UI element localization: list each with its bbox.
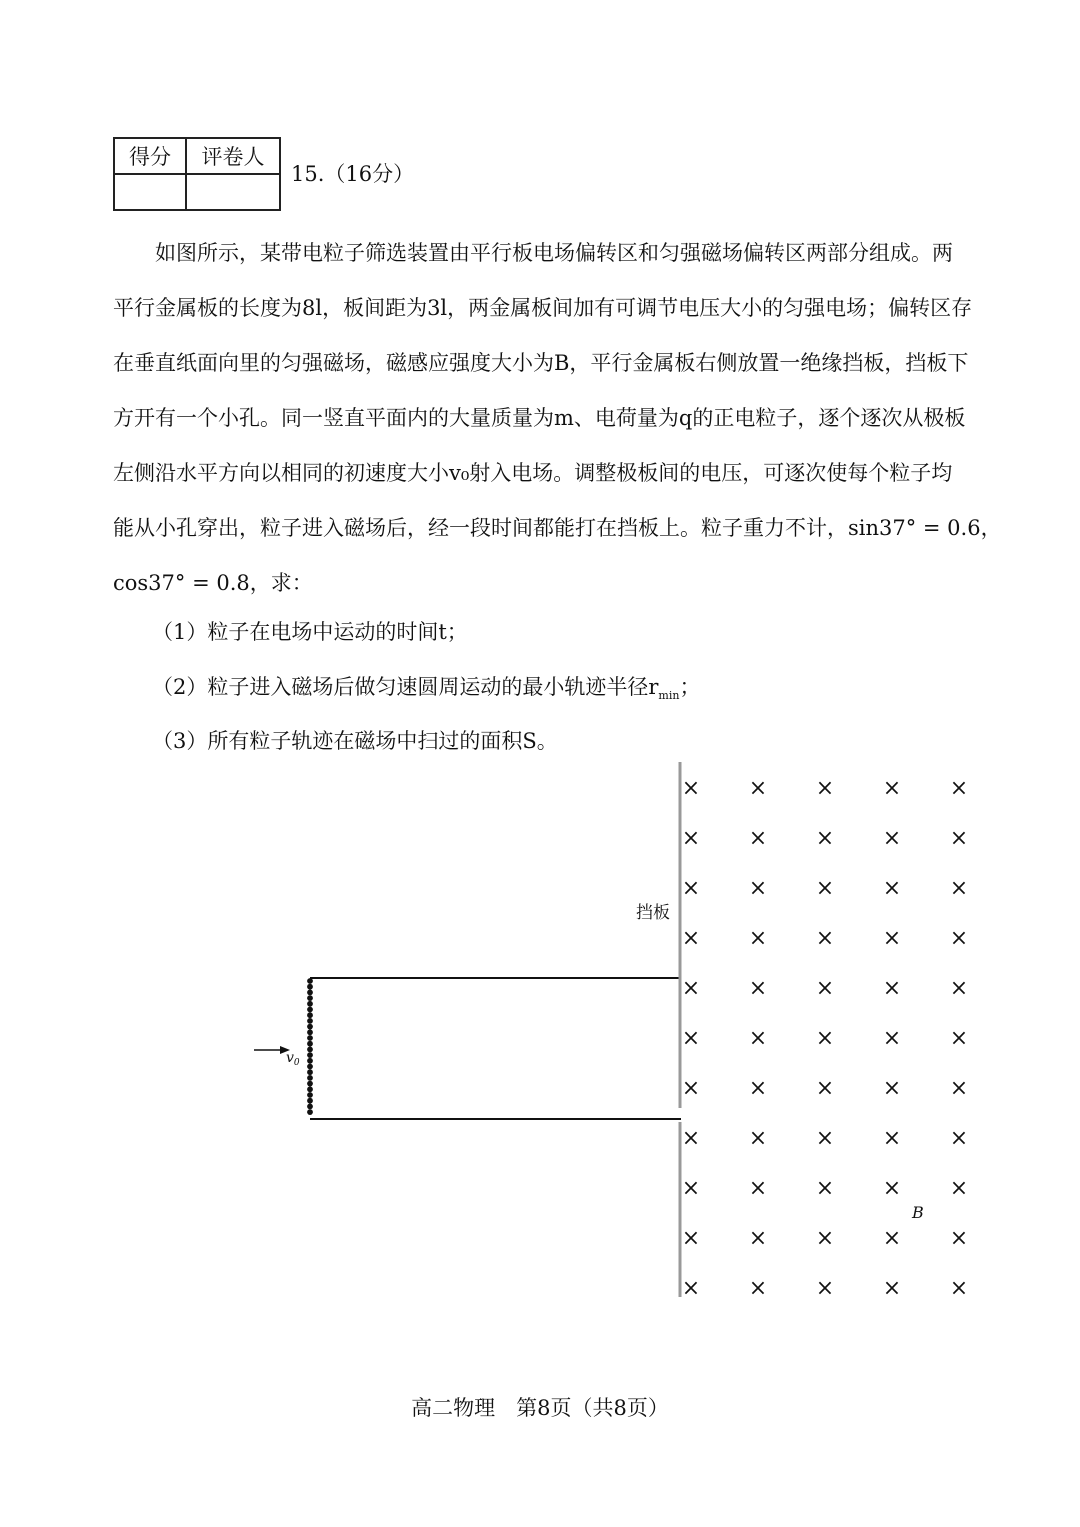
field-cross-mark: × [949, 1126, 969, 1151]
field-cross-mark: × [681, 976, 701, 1001]
field-cross-mark: × [815, 1276, 835, 1301]
field-cross-mark: × [882, 776, 902, 801]
field-cross-mark: × [882, 826, 902, 851]
field-cross-mark: × [681, 1126, 701, 1151]
statement-line: 方开有一个小孔。同一竖直平面内的大量质量为m、电荷量为q的正电粒子，逐个逐次从极板 [113, 406, 966, 430]
field-cross-mark: × [949, 826, 969, 851]
statement-line: 平行金属板的长度为8l，板间距为3l，两金属板间加有可调节电压大小的匀强电场；偏转区存 [113, 296, 973, 320]
particle-dot [307, 1029, 313, 1035]
field-cross-mark: × [815, 1126, 835, 1151]
field-cross-mark: × [681, 776, 701, 801]
page-footer: 高二物理 第8页（共8页） [411, 1396, 669, 1420]
field-cross-mark: × [882, 1126, 902, 1151]
field-label: B [912, 1203, 924, 1222]
particle-dot [307, 990, 313, 996]
particle-dot [307, 1109, 313, 1115]
field-cross-mark: × [681, 1226, 701, 1251]
field-cross-mark: × [681, 1176, 701, 1201]
score-header: 得分 [114, 138, 186, 174]
field-cross-mark: × [882, 1226, 902, 1251]
magnetic-field-grid [682, 776, 968, 1301]
particle-dot [307, 1001, 313, 1007]
field-cross-mark: × [882, 1076, 902, 1101]
field-cross-mark: × [748, 1276, 768, 1301]
field-cross-mark: × [681, 1076, 701, 1101]
statement-line: 在垂直纸面向里的匀强磁场，磁感应强度大小为B，平行金属板右侧放置一绝缘挡板，挡板下 [113, 351, 969, 375]
field-cross-mark: × [748, 1126, 768, 1151]
field-cross-mark: × [681, 826, 701, 851]
field-cross-mark: × [815, 1176, 835, 1201]
field-cross-mark: × [815, 1026, 835, 1051]
particle-dot [307, 1007, 313, 1013]
field-cross-mark: × [882, 926, 902, 951]
sub-question-2-text: （2）粒子进入磁场后做匀速圆周运动的最小轨迹半径r [152, 675, 659, 699]
particle-dot [307, 1075, 313, 1081]
field-cross-mark: × [815, 876, 835, 901]
field-cross-mark: × [748, 826, 768, 851]
particle-dot [307, 1047, 313, 1053]
particle-dot [307, 1041, 313, 1047]
particle-dot [307, 1086, 313, 1092]
statement-line: 左侧沿水平方向以相同的初速度大小v₀射入电场。调整极板间的电压，可逐次使每个粒子均 [113, 461, 953, 485]
field-cross-mark: × [949, 1076, 969, 1101]
grader-header: 评卷人 [186, 138, 280, 174]
field-cross-mark: × [815, 826, 835, 851]
particle-column [307, 978, 313, 1115]
sub-question-1: （1）粒子在电场中运动的时间t； [152, 620, 468, 644]
field-cross-mark: × [882, 1276, 902, 1301]
particle-dot [307, 1064, 313, 1070]
field-cross-mark: × [748, 926, 768, 951]
field-cross-mark: × [681, 876, 701, 901]
field-cross-mark: × [949, 1026, 969, 1051]
field-cross-mark: × [748, 976, 768, 1001]
field-cross-mark: × [748, 776, 768, 801]
field-cross-mark: × [949, 1226, 969, 1251]
field-cross-mark: × [949, 1176, 969, 1201]
field-cross-mark: × [949, 776, 969, 801]
baffle-label: 挡板 [636, 903, 670, 923]
field-cross-mark: × [882, 1176, 902, 1201]
particle-dot [307, 1024, 313, 1030]
field-cross-mark: × [882, 976, 902, 1001]
particle-dot [307, 1104, 313, 1110]
particle-dot [307, 1012, 313, 1018]
field-cross-mark: × [748, 1226, 768, 1251]
field-cross-mark: × [815, 976, 835, 1001]
field-cross-mark: × [949, 1276, 969, 1301]
field-cross-mark: × [949, 976, 969, 1001]
field-cross-mark: × [748, 876, 768, 901]
field-cross-mark: × [815, 926, 835, 951]
particle-dot [307, 984, 313, 990]
particle-dot [307, 978, 313, 984]
particle-dot [307, 1098, 313, 1104]
field-cross-mark: × [949, 876, 969, 901]
field-cross-mark: × [815, 1226, 835, 1251]
statement-line: 能从小孔穿出，粒子进入磁场后，经一段时间都能打在挡板上。粒子重力不计，sin37° = 0.6， [113, 516, 1002, 540]
particle-dot [307, 1018, 313, 1024]
field-cross-mark: × [815, 1076, 835, 1101]
velocity-label: $v_0$ [286, 1050, 300, 1068]
field-cross-mark: × [882, 876, 902, 901]
field-cross-mark: × [748, 1026, 768, 1051]
field-cross-mark: × [949, 926, 969, 951]
particle-dot [307, 1058, 313, 1064]
question-number: 15.（16分） [291, 162, 415, 186]
particle-dot [307, 1069, 313, 1075]
field-cross-mark: × [882, 1026, 902, 1051]
field-cross-mark: × [748, 1176, 768, 1201]
statement-line: 如图所示，某带电粒子筛选装置由平行板电场偏转区和匀强磁场偏转区两部分组成。两 [155, 241, 953, 265]
statement-line: cos37° = 0.8，求： [113, 571, 313, 595]
field-cross-mark: × [681, 926, 701, 951]
field-cross-mark: × [815, 776, 835, 801]
particle-dot [307, 995, 313, 1001]
sub-question-3: （3）所有粒子轨迹在磁场中扫过的面积S。 [152, 729, 558, 753]
particle-dot [307, 1035, 313, 1041]
field-cross-mark: × [748, 1076, 768, 1101]
sub-question-2-subscript: min [658, 689, 680, 703]
field-cross-mark: × [681, 1026, 701, 1051]
sub-question-2-end: ； [679, 675, 701, 699]
field-cross-mark: × [681, 1276, 701, 1301]
particle-dot [307, 1052, 313, 1058]
particle-dot [307, 1081, 313, 1087]
particle-dot [307, 1092, 313, 1098]
